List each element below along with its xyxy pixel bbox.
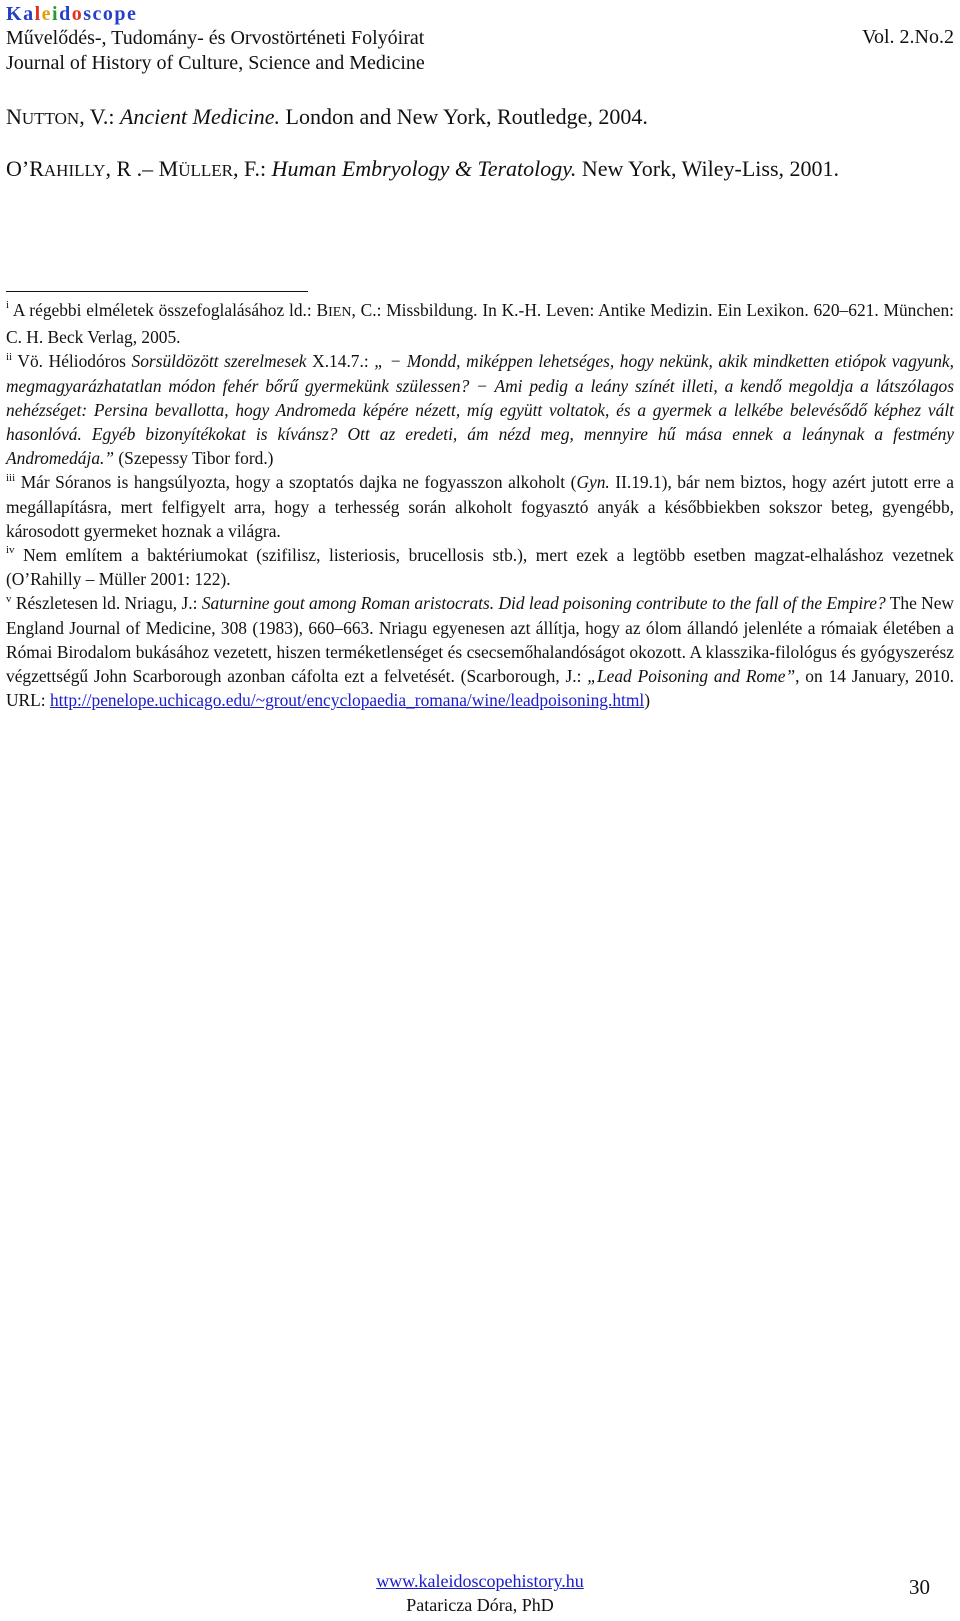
page-footer <box>0 1569 960 1617</box>
endnote-v: $^v$ Részletesen ld. Nriagu, J.: Saturnine gout among Roman aristocrats. Did lead poisoning contribute to the fall of the Empire? The New England Journal of Medicine, 308 (1983), 660–663. Nriagu egyenesen azt állítja, hogy az ólom állandó jelenléte a rómaiak életében a Római Birodalom bukásához vezetett, hiszen terméketlenséget és csecsemőhalandóságot okozott. A klasszika-filológus és gyógyszerész végzettségű John Scarborough azonban cáfolta ezt a felvetését. (Scarborough, J.: „Lead Poisoning and Rome”, on 14 January, 2010. URL: http://penelope.uchicago.edu/~grout/encyclopaedia_romana/wine/leadpoisoning.html) <box>6 592 955 711</box>
journal-subtitle-hu: Művelődés-, Tudomány- és Orvostörténeti Folyóirat <box>6 27 425 49</box>
endnote-iii: $^{iii}$ Már Sóranos is hangsúlyozta, hogy a szoptatós dajka ne fogyasszon alkoholt (Gyn. II.19.1), bár nem biztos, hogy azért jutott erre a megállapításra, mert felfigyelt arra, hogy a terhesség során alkoholt fogyasztó anyák a későbbiekben sokszor beteg, gyengébb, károsodott gyermeket hoznak a világra. <box>6 471 954 541</box>
logo-letter: o <box>71 3 84 25</box>
author-name: Pataricza Dóra, PhD <box>406 1595 554 1615</box>
bibliography <box>6 100 954 187</box>
logo-letter: s <box>83 3 93 25</box>
logo-letter: e <box>41 3 53 25</box>
reference-nutton: NUTTON, V.: Ancient Medicine. London and New York, Routledge, 2004. <box>6 104 648 129</box>
endnote-iv: $^{iv}$ Nem említem a baktériumokat (szifilisz, listeriosis, brucellosis stb.), mert ezek a legtöbb esetben magzat-elhaláshoz vezetnek (O’Rahilly – Müller 2001: 122). <box>6 544 954 590</box>
journal-subtitle-en: Journal of History of Culture, Science and Medicine <box>6 52 425 74</box>
logo-letter: c <box>92 3 103 25</box>
volume-label: Vol. 2.No.2 <box>862 26 954 48</box>
logo-letter: i <box>52 3 60 25</box>
logo-letter: e <box>127 3 138 25</box>
reference-orahilly: O’RAHILLY, R .– MÜLLER, F.: Human Embryology & Teratology. New York, Wiley-Liss, 2001. <box>6 156 840 181</box>
endnote-i: $^i$ A régebbi elméletek összefoglalásához ld.: BIEN, C.: Missbildung. In K.-H. Leven: Antike Medizin. Ein Lexikon. 620–621. München: C. H. Beck Verlag, 2005. <box>6 299 955 348</box>
website-link[interactable]: www.kaleidoscopehistory.hu <box>376 1571 584 1591</box>
page-header <box>6 2 954 76</box>
journal-logo <box>6 2 954 26</box>
logo-letter: o <box>102 3 115 25</box>
logo-letter: d <box>59 3 72 25</box>
logo-letter: p <box>114 3 128 25</box>
endnotes <box>6 298 954 712</box>
logo-letter: l <box>34 3 42 25</box>
page-number: 30 <box>909 1575 930 1599</box>
endnote-ii: $^{ii}$ Vö. Héliodóros Sorsüldözött szerelmesek X.14.7.: „ − Mondd, miképpen lehetséges, hogy nekünk, akik mindketten etiópok vagyunk, megmagyarázhatatlan módon fehér bőrű gyermekünk szülessen? − Ami pedig a leány színét illeti, a kendő megoldja a látszólagos nehézséget: Persina bevallotta, hogy Andromeda képére nézett, míg együtt voltatok, és a gyermek a lelkébe belevésődő képhez vált hasonlóvá. Egyéb bizonyítékokat is kívánsz? Ott az eredeti, ám nézd meg, mennyire hű mása ennek a leánynak a festmény Andromedája.” (Szepessy Tibor ford.) <box>6 350 954 469</box>
logo-letter: a <box>23 3 35 25</box>
footnote-separator <box>6 291 308 292</box>
logo-letter: K <box>6 3 24 25</box>
scarborough-url-link[interactable]: http://penelope.uchicago.edu/~grout/encyclopaedia_romana/wine/leadpoisoning.html <box>49 690 645 711</box>
